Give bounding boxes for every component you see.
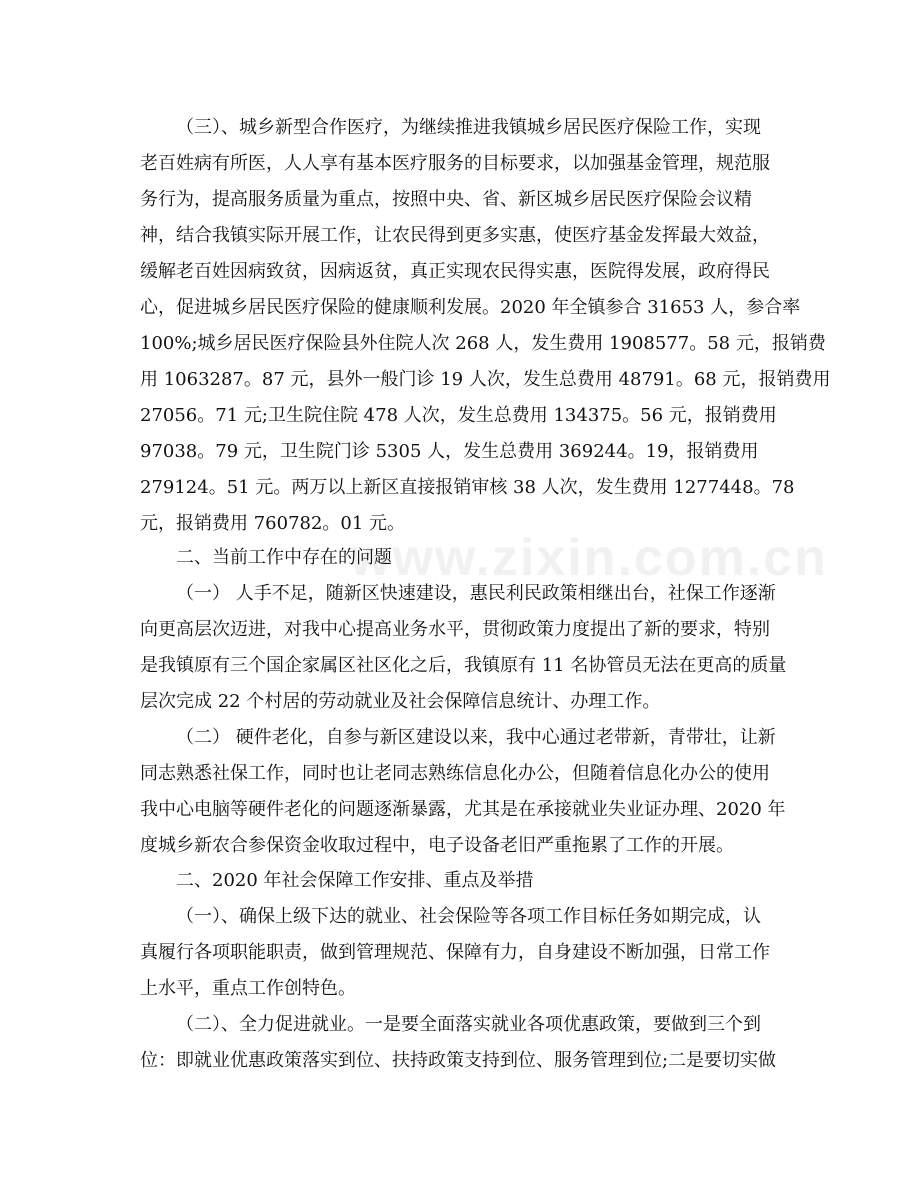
paragraph-line: 97038。79 元，卫生院门诊 5305 人，发生总费用 369244。19，报销费用 (140, 441, 759, 462)
paragraph-line: 元，报销费用 760782。01 元。 (140, 513, 406, 534)
paragraph-line: 我中心电脑等硬件老化的问题逐渐暴露，尤其是在承接就业失业证办理、2020 年 (140, 799, 786, 820)
paragraph-line: 上水平，重点工作创特色。 (140, 978, 356, 999)
paragraph-line: 同志熟悉社保工作，同时也让老同志熟练信息化办公，但随着信息化办公的使用 (140, 763, 770, 784)
paragraph-line: （一）、确保上级下达的就业、社会保险等各项工作目标任务如期完成，认 (176, 906, 761, 927)
paragraph-line: 缓解老百姓因病致贫，因病返贫，真正实现农民得实惠，医院得发展，政府得民 (140, 261, 770, 282)
paragraph-line: 老百姓病有所医，人人享有基本医疗服务的目标要求，以加强基金管理，规范服 (140, 153, 770, 174)
paragraph-line: （一） 人手不足，随新区快速建设，惠民利民政策相继出台，社保工作逐渐 (176, 583, 776, 604)
paragraph-line: 度城乡新农合参保资金收取过程中，电子设备老旧严重拖累了工作的开展。 (140, 835, 734, 856)
paragraph-line: 27056。71 元;卫生院住院 478 人次，发生总费用 134375。56 元，报销费用 (140, 405, 777, 426)
paragraph-line: 用 1063287。87 元，县外一般门诊 19 人次，发生总费用 48791。68 元，报销费用 (140, 369, 831, 390)
paragraph-line: 279124。51 元。两万以上新区直接报销审核 38 人次，发生费用 1277448。78 (140, 477, 795, 498)
paragraph-line: 神，结合我镇实际开展工作，让农民得到更多实惠，使医疗基金发挥最大效益， (140, 225, 770, 246)
section-heading: 二、2020 年社会保障工作安排、重点及举措 (176, 870, 534, 891)
paragraph-line: 心，促进城乡居民医疗保险的健康顺利发展。2020 年全镇参合 31653 人，参合率 (140, 297, 801, 318)
paragraph-line: （二） 硬件老化，自参与新区建设以来，我中心通过老带新，青带壮，让新 (176, 727, 776, 748)
watermark: www.zixin.com.cn (350, 529, 828, 587)
paragraph-line: 向更高层次迈进，对我中心提高业务水平，贯彻政策力度提出了新的要求，特别 (140, 619, 770, 640)
section-heading: 二、当前工作中存在的问题 (176, 547, 392, 568)
paragraph-line: 真履行各项职能职责，做到管理规范、保障有力，自身建设不断加强，日常工作 (140, 942, 770, 963)
paragraph-line: 100%;城乡居民医疗保险县外住院人次 268 人，发生费用 1908577。58 元，报销费 (140, 333, 826, 354)
paragraph-line: （三）、城乡新型合作医疗，为继续推进我镇城乡居民医疗保险工作，实现 (176, 117, 761, 138)
paragraph-line: 层次完成 22 个村居的劳动就业及社会保障信息统计、办理工作。 (140, 691, 661, 712)
paragraph-line: （二）、全力促进就业。一是要全面落实就业各项优惠政策，要做到三个到 (176, 1014, 761, 1035)
paragraph-line: 位：即就业优惠政策落实到位、扶持政策支持到位、服务管理到位;二是要切实做 (140, 1050, 777, 1071)
paragraph-line: 务行为，提高服务质量为重点，按照中央、省、新区城乡居民医疗保险会议精 (140, 189, 752, 210)
paragraph-line: 是我镇原有三个国企家属区社区化之后，我镇原有 11 名协管员无法在更高的质量 (140, 655, 787, 676)
